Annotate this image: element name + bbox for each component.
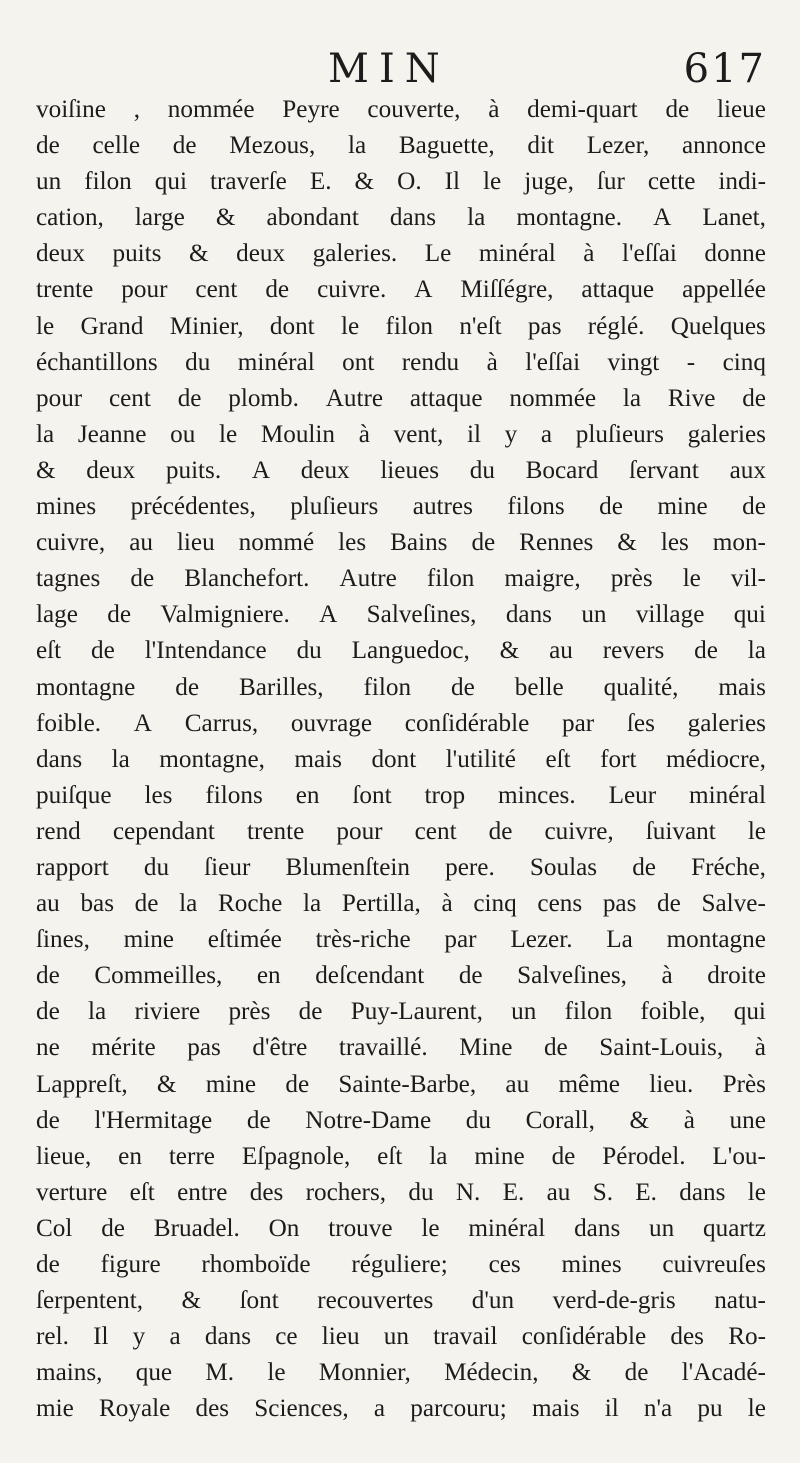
text-line: verture eſt entre des rochers, du N. E. au S. E. dans le <box>36 1178 766 1206</box>
text-line: au bas de la Roche la Pertilla, à cinq cens pas de Salve- <box>36 890 766 918</box>
text-line: puiſque les filons en ſont trop minces. Leur minéral <box>36 781 766 809</box>
text-line: cation, large & abondant dans la montagne. A Lanet, <box>36 204 766 232</box>
text-line: eſt de l'Intendance du Languedoc, & au revers de la <box>36 637 766 665</box>
text-line: trente pour cent de cuivre. A Miſſégre, attaque appellée <box>36 276 766 304</box>
text-line: rend cependant trente pour cent de cuivre, ſuivant le <box>36 817 766 845</box>
text-line: ſines, mine eſtimée très-riche par Lezer. La montagne <box>36 926 766 954</box>
text-line: lage de Valmigniere. A Salveſines, dans un village qui <box>36 601 766 629</box>
text-line: & deux puits. A deux lieues du Bocard ſervant aux <box>36 456 766 484</box>
text-line: voiſine , nommée Peyre couverte, à demi-quart de lieue <box>36 96 766 123</box>
text-line: tagnes de Blanchefort. Autre filon maigre, près le vil- <box>36 565 766 593</box>
text-line: de Commeilles, en deſcendant de Salveſines, à droite <box>36 962 766 990</box>
text-line: rapport du ſieur Blumenſtein pere. Soulas de Fréche, <box>36 853 766 881</box>
running-head: MIN <box>328 46 450 92</box>
text-line: mains, que M. le Monnier, Médecin, & de l'Acadé- <box>36 1359 766 1387</box>
text-line: pour cent de plomb. Autre attaque nommée la Rive de <box>36 384 766 412</box>
text-line: deux puits & deux galeries. Le minéral à l'eſſai donne <box>36 240 766 268</box>
text-line: Lappreſt, & mine de Sainte-Barbe, au même lieu. Près <box>36 1070 766 1098</box>
text-line: cuivre, au lieu nommé les Bains de Rennes & les mon- <box>36 529 766 557</box>
text-line: la Jeanne ou le Moulin à vent, il y a pluſieurs galeries <box>36 420 766 448</box>
text-line: mie Royale des Sciences, a parcouru; mais il n'a pu le <box>36 1395 766 1423</box>
text-line: rel. Il y a dans ce lieu un travail conſidérable des Ro- <box>36 1323 766 1351</box>
text-line: de celle de Mezous, la Baguette, dit Lezer, annonce <box>36 132 766 160</box>
text-line: de figure rhomboïde réguliere; ces mines cuivreuſes <box>36 1251 766 1278</box>
text-line: de la riviere près de Puy-Laurent, un filon foible, qui <box>36 998 766 1026</box>
text-line: montagne de Barilles, filon de belle qualité, mais <box>36 673 766 701</box>
text-line: ne mérite pas d'être travaillé. Mine de Saint-Louis, à <box>36 1034 766 1062</box>
text-line: mines précédentes, pluſieurs autres filons de mine de <box>36 493 766 521</box>
text-line: Col de Bruadel. On trouve le minéral dans un quartz <box>36 1214 766 1242</box>
page-number: 617 <box>683 46 766 92</box>
text-line: un filon qui traverſe E. & O. Il le juge, ſur cette indi- <box>36 168 766 196</box>
text-line: le Grand Minier, dont le filon n'eſt pas réglé. Quelques <box>36 312 766 340</box>
text-line: lieue, en terre Eſpagnole, eſt la mine de Pérodel. L'ou- <box>36 1142 766 1170</box>
text-line: foible. A Carrus, ouvrage conſidérable par ſes galeries <box>36 709 766 737</box>
text-line: dans la montagne, mais dont l'utilité eſt fort médiocre, <box>36 745 766 773</box>
text-line: de l'Hermitage de Notre-Dame du Corall, & à une <box>36 1106 766 1134</box>
body-text <box>36 92 766 1427</box>
text-line: ſerpentent, & ſont recouvertes d'un verd-de-gris natu- <box>36 1287 766 1315</box>
page-header <box>0 40 800 98</box>
text-line: échantillons du minéral ont rendu à l'eſſai vingt - cinq <box>36 348 766 376</box>
